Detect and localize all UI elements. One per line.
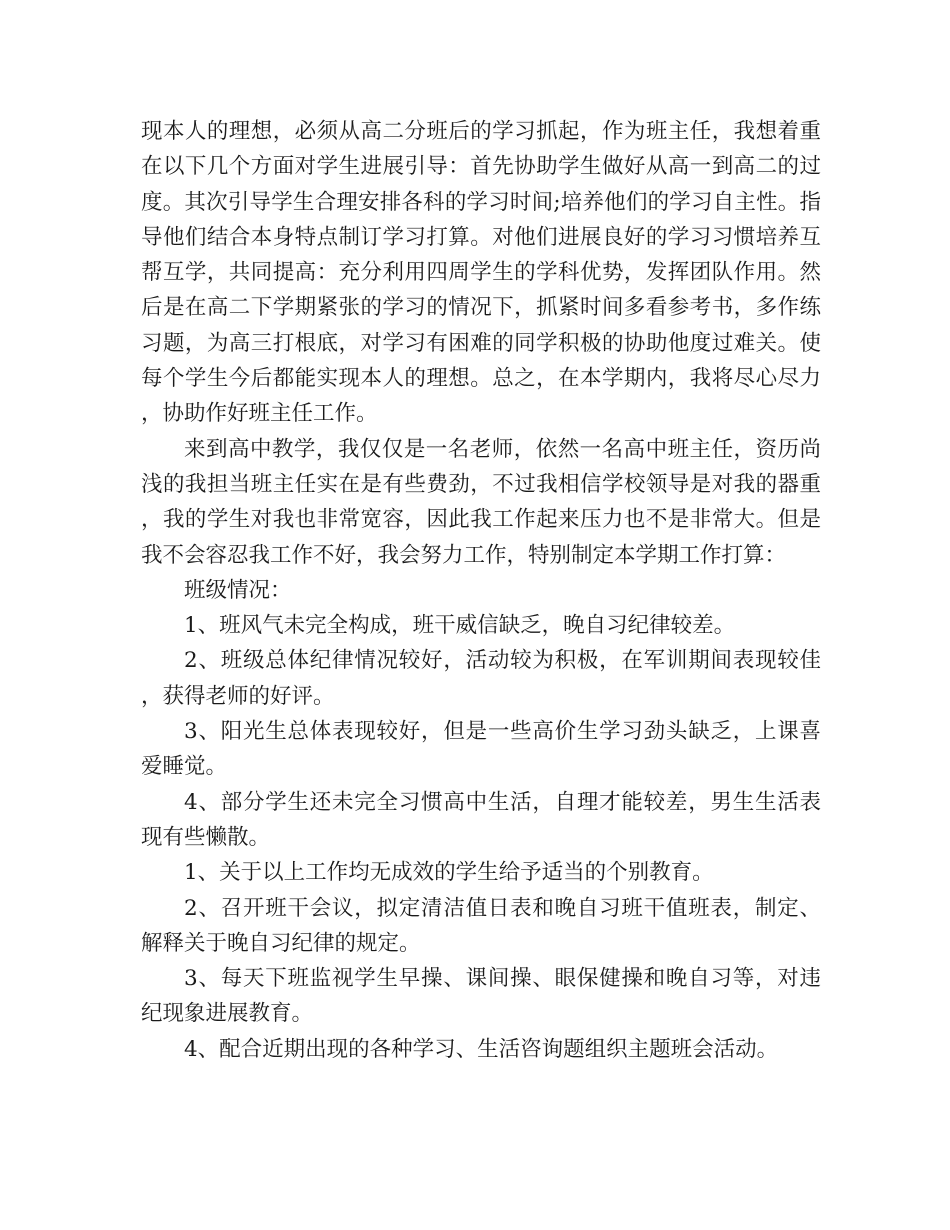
measure-item-3: 3、每天下班监视学生早操、课间操、眼保健操和晚自习等，对违纪现象进展教育。: [141, 966, 821, 1027]
paragraph-continuation: 现本人的理想，必须从高二分班后的学习抓起，作为班主任，我想着重在以下几个方面对学生进展引导：首先协助学生做好从高一到高二的过度。其次引导学生合理安排各科的学习时间;培养他们的学习自主性。指导他们结合本身特点制订学习打算。对他们进展良好的学习习惯培养互帮互学，共同提高：充分利用四周学生的学科优势，发挥团队作用。然后是在高二下学期紧张的学习的情况下，抓紧时间多看参考书，多作练习题，为高三打根底，对学习有困难的同学积极的协助他度过难关。使每个学生今后都能实现本人的理想。总之，在本学期内，我将尽心尽力，协助作好班主任工作。: [141, 119, 821, 427]
situation-item-1: 1、班风气未完全构成，班干威信缺乏，晚自习纪律较差。: [184, 613, 736, 639]
measure-item-1: 1、关于以上工作均无成效的学生给予适当的个别教育。: [184, 860, 714, 886]
measure-item-2: 2、召开班干会议，拟定清洁值日表和晚自习班干值班表，制定、解释关于晚自习纪律的规定。: [141, 895, 821, 956]
situation-item-2: 2、班级总体纪律情况较好，活动较为积极，在军训期间表现较佳，获得老师的好评。: [141, 648, 821, 709]
document-body: [141, 114, 821, 1067]
situation-item-4: 4、部分学生还未完全习惯高中生活，自理才能较差，男生生活表现有些懒散。: [141, 789, 821, 850]
situation-item-3: 3、阳光生总体表现较好，但是一些高价生学习劲头缺乏，上课喜爱睡觉。: [141, 719, 821, 780]
section-heading-class-situation: 班级情况：: [184, 577, 292, 603]
paragraph-introduction: 来到高中教学，我仅仅是一名老师，依然一名高中班主任，资历尚浅的我担当班主任实在是有些费劲，不过我相信学校领导是对我的器重，我的学生对我也非常宽容，因此我工作起来压力也不是非常大。但是我不会容忍我工作不好，我会努力工作，特别制定本学期工作打算：: [141, 436, 821, 568]
measure-item-4: 4、配合近期出现的各种学习、生活咨询题组织主题班会活动。: [184, 1036, 779, 1062]
